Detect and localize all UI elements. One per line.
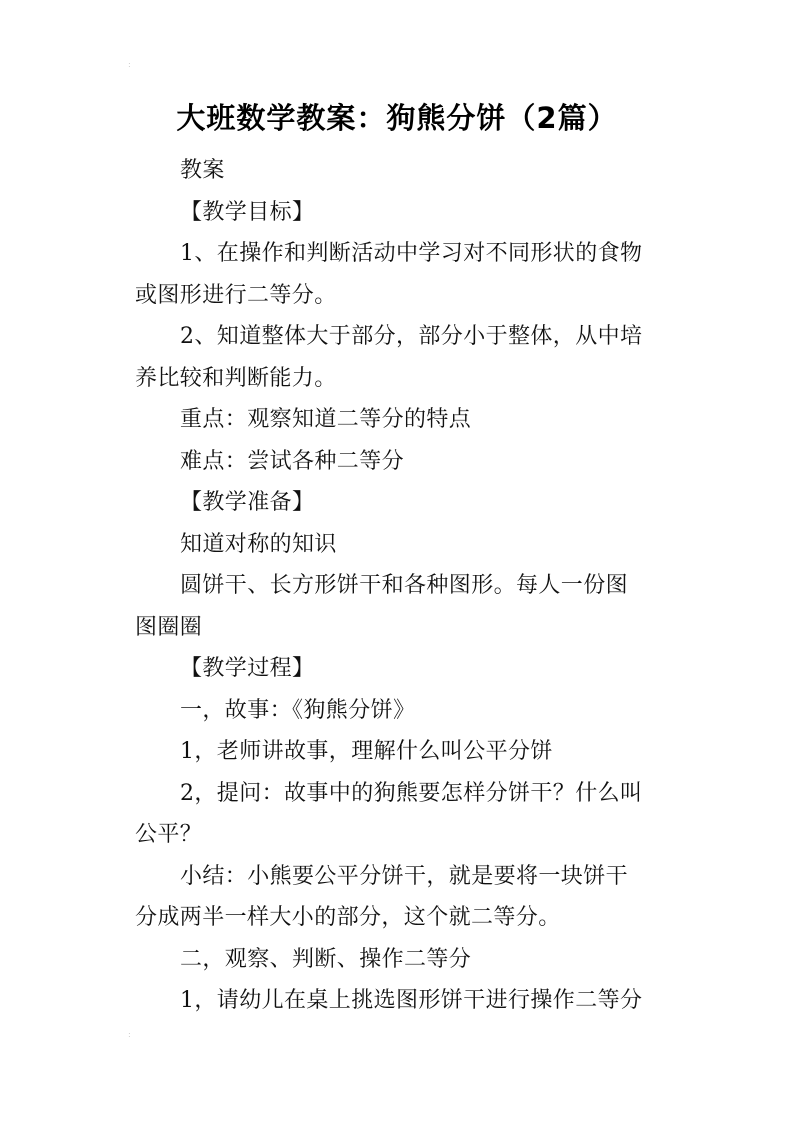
- objective-2-line-2: 养比较和判断能力。: [135, 365, 337, 391]
- process-step-2-line-1: 2，提问：故事中的狗熊要怎样分饼干？什么叫: [180, 780, 643, 806]
- preparation-knowledge-line: 知道对称的知识: [180, 531, 337, 557]
- document-title: 大班数学教案：狗熊分饼（2篇）: [176, 101, 618, 135]
- process-step-1: 1，老师讲故事，理解什么叫公平分饼: [180, 739, 553, 764]
- objective-2-line-1: 2、知道整体大于部分，部分小于整体，从中培: [180, 324, 643, 349]
- key-point-line: 重点：观察知道二等分的特点: [180, 407, 472, 432]
- objective-1-line-1: 1、在操作和判断活动中学习对不同形状的食物: [180, 241, 643, 266]
- process-part-2-heading: 二，观察、判断、操作二等分: [180, 946, 472, 972]
- summary-line-1: 小结：小熊要公平分饼干，就是要将一块饼干: [180, 863, 629, 889]
- difficulty-line: 难点：尝试各种二等分: [180, 448, 405, 474]
- section-heading-process: 【教学过程】: [180, 656, 315, 681]
- process-part-2-step-1: 1，请幼儿在桌上挑选图形饼干进行操作二等分: [180, 988, 643, 1013]
- document-body: [135, 150, 665, 1022]
- corner-mark-top: :: [128, 60, 131, 69]
- objective-1-line-2: 或图形进行二等分。: [135, 282, 337, 308]
- preparation-materials-line-2: 图圈圈: [135, 614, 203, 640]
- corner-mark-bottom: :: [128, 1030, 131, 1039]
- process-step-2-line-2: 公平？: [135, 822, 203, 847]
- section-heading-objectives: 【教学目标】: [180, 199, 315, 225]
- process-part-1-heading: 一，故事：《狗熊分饼》: [180, 697, 416, 723]
- summary-line-2: 分成两半一样大小的部分，这个就二等分。: [135, 905, 561, 930]
- paragraph-heading-lesson-plan: 教案: [180, 158, 225, 183]
- preparation-materials-line-1: 圆饼干、长方形饼干和各种图形。每人一份图: [180, 573, 629, 598]
- section-heading-preparation: 【教学准备】: [180, 490, 315, 515]
